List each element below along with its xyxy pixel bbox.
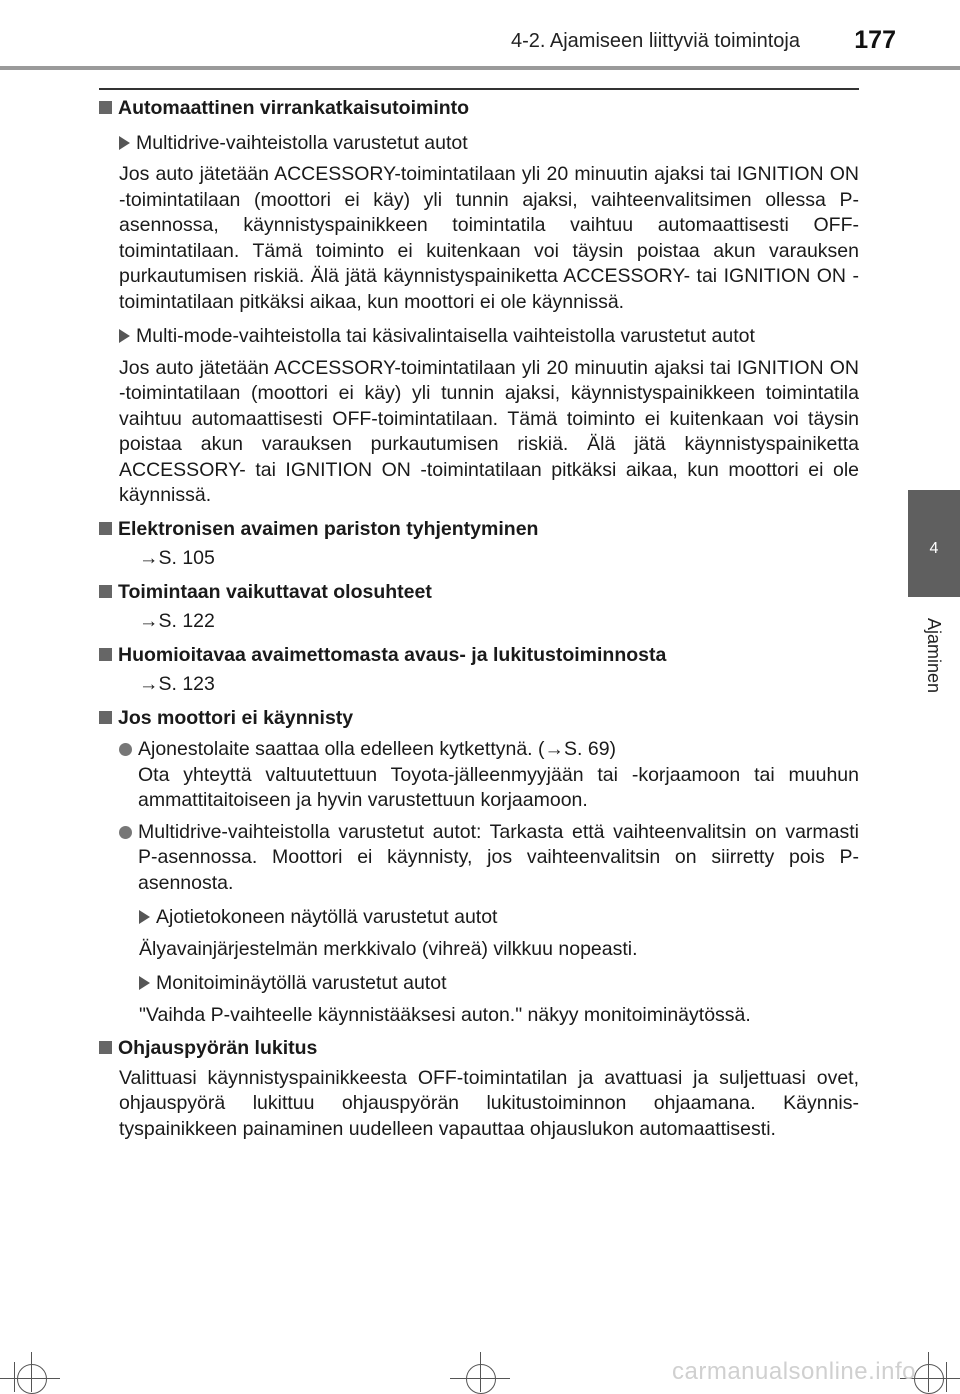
header-bar	[0, 66, 960, 70]
circle-bullet-icon	[119, 826, 132, 839]
square-bullet-icon	[99, 1041, 112, 1054]
subheading	[119, 131, 859, 157]
bullet-item	[119, 737, 859, 814]
triangle-bullet-icon	[139, 976, 150, 990]
section-heading	[99, 1036, 859, 1062]
chapter-tab[interactable]: 4	[908, 490, 960, 597]
header-section-title: 4-2. Ajamiseen liittyviä toimintoja	[510, 30, 800, 52]
section-title: Ohjauspyörän lukitus	[118, 1037, 318, 1059]
paragraph: Valittuasi käynnistyspainikkeesta OFF-toimintatilan ja avattuasi ja suljettuasi ovet, ohjauspyörä lukittuu ohjauspyörän lukitustoiminnon ohjaamana. Käynnistyspainikkeen painaminen uudelleen vapauttaa ohjauslukon automaattisesti.	[119, 1066, 859, 1140]
page-number: 177	[854, 26, 896, 54]
page-reference-link[interactable]: →S. 122	[139, 610, 215, 632]
section-title: Automaattinen virrankatkaisutoiminto	[118, 97, 470, 119]
section-title: Jos moottori ei käynnisty	[118, 706, 354, 729]
section-heading	[99, 517, 859, 543]
subheading-text: Ajotietokoneen näytöllä varustetut autot	[156, 906, 498, 928]
subheading	[139, 905, 859, 931]
square-bullet-icon	[99, 522, 112, 535]
section-heading	[99, 706, 859, 732]
page-content	[99, 96, 859, 1142]
bullet-text: Multidrive-vaihteistolla varustetut autot: Tarkasta että vaihteenvalitsin on varmasti P-asennossa. Moottori ei käynnisty, jos vaihteenvalitsin on siirretty pois P-asennosta.	[138, 820, 859, 894]
top-rule	[99, 88, 859, 90]
triangle-bullet-icon	[119, 329, 130, 343]
section-heading	[99, 643, 859, 669]
page-reference-link[interactable]: →S. 123	[139, 673, 215, 695]
section-title: Huomioitavaa avaimettomasta avaus- ja lukitustoiminnosta	[118, 643, 667, 666]
bullet-item	[119, 820, 859, 897]
paragraph: Jos auto jätetään ACCESSORY-toimintatilaan yli 20 minuutin ajaksi tai IGNITION ON -toimintatilaan (moottori ei käy) yli tunnin ajaksi, käynnistyspainikkeen toimintatila vaihtuu automaattisesti OFF-toimintatilaan. Tämä toiminto ei kuitenkaan voi täysin poistaa akun varauksen purkautumisen riskiä. Älä jätä käynnistyspainiketta ACCESSORY- tai IGNITION ON -toimintatilaan pitkäksi aikaa, kun moottori ei ole käynnissä.	[119, 356, 859, 506]
page-reference-link[interactable]: →S. 105	[139, 547, 215, 569]
triangle-bullet-icon	[139, 910, 150, 924]
watermark: carmanualsonline.info	[672, 1358, 916, 1385]
section-title: Elektronisen avaimen pariston tyhjentyminen	[118, 517, 539, 540]
bullet-text: Ota yhteyttä valtuutettuun Toyota-jälleenmyyjään tai -korjaamoon tai muuhun ammattitaitoiseen ja hyvin varustettuun korjaamoon.	[138, 763, 859, 811]
chapter-label-text: Ajaminen	[924, 617, 945, 693]
square-bullet-icon	[99, 711, 112, 724]
chapter-label	[905, 605, 960, 705]
circle-bullet-icon	[119, 743, 132, 756]
section-title: Toimintaan vaikuttavat olosuhteet	[118, 580, 432, 603]
square-bullet-icon	[99, 585, 112, 598]
subheading-text: Multidrive-vaihteistolla varustetut autot	[136, 131, 468, 154]
section-heading	[99, 96, 859, 122]
bullet-text: Ajonestolaite saattaa olla edelleen kytkettynä. (→S. 69)	[138, 738, 617, 760]
triangle-bullet-icon	[119, 136, 130, 150]
square-bullet-icon	[99, 101, 112, 114]
subheading	[119, 324, 859, 350]
square-bullet-icon	[99, 648, 112, 661]
paragraph: "Vaihda P-vaihteelle käynnistääksesi auton." näkyy monitoiminäytössä.	[139, 1003, 751, 1026]
paragraph: Jos auto jätetään ACCESSORY-toimintatilaan yli 20 minuutin ajaksi tai IGNITION ON -toimintatilaan (moottori ei käy) yli tunnin ajaksi, vaihteenvalitsimen ollessa P-asennossa, käynnistyspainikkeen toimintatila vaihtuu automaattisesti OFF-toimintatilaan. Tämä toiminto ei kuitenkaan voi täysin poistaa akun varauksen purkautumisen riskiä. Älä jätä käynnistyspainiketta ACCESSORY- tai IGNITION ON -toimintatilaan pitkäksi aikaa, kun moottori ei ole käynnissä.	[119, 163, 859, 313]
subheading-text: Multi-mode-vaihteistolla tai käsivalintaisella vaihteistolla varustetut autot	[136, 325, 755, 347]
paragraph: Älyavainjärjestelmän merkkivalo (vihreä) vilkkuu nopeasti.	[139, 937, 638, 960]
subheading	[139, 971, 859, 997]
subheading-text: Monitoiminäytöllä varustetut autot	[156, 972, 447, 994]
section-heading	[99, 580, 859, 606]
